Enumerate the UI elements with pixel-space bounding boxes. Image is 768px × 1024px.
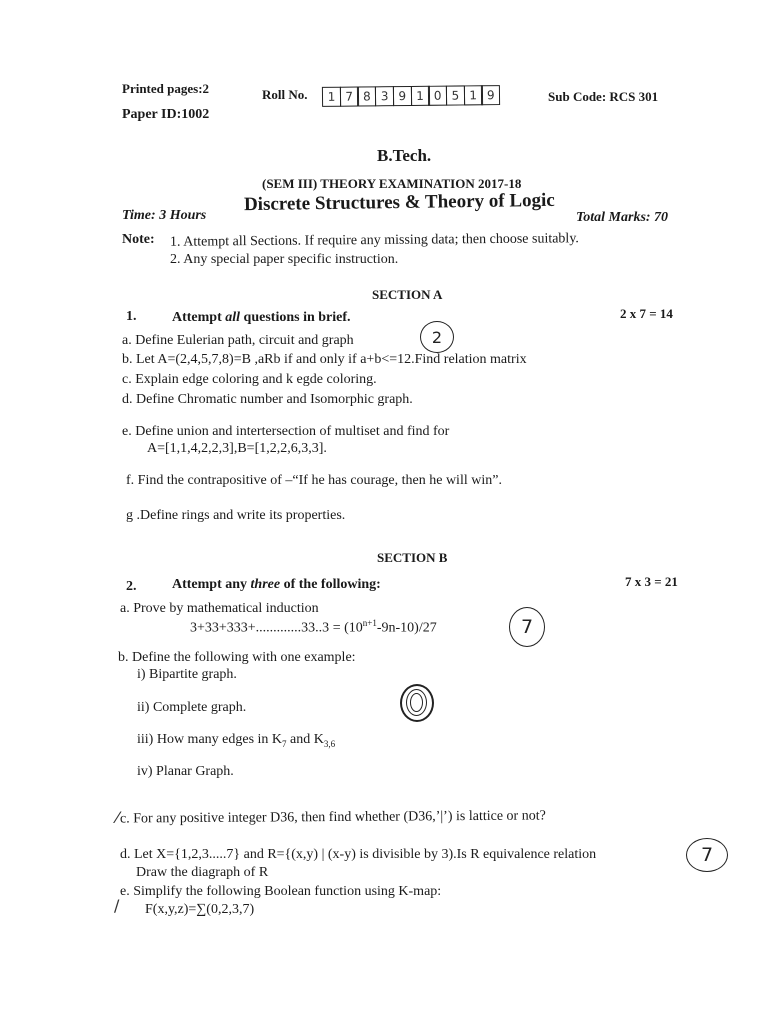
induction-rhs-pre: = (10 (332, 620, 363, 636)
question-2d-line-2: Draw the diagraph of R (136, 865, 269, 880)
question-1-instruction (172, 310, 351, 326)
roll-digit: 9 (393, 86, 412, 106)
roll-digit: 1 (464, 85, 483, 105)
question-2b-i: i) Bipartite graph. (137, 667, 237, 682)
question-1e-line-2: A=[1,1,4,2,2,3],B=[1,2,2,6,3,3]. (147, 441, 327, 456)
question-2-instruction (172, 577, 381, 593)
k36-subscript: 3,6 (323, 738, 336, 749)
induction-rhs-exponent: n+1 (362, 618, 377, 628)
section-b-marks: 7 x 3 = 21 (625, 574, 678, 589)
handwritten-circled-mark: 2 (420, 321, 454, 353)
sub-code: Sub Code: RCS 301 (548, 89, 659, 104)
question-1b: b. Let A=(2,4,5,7,8)=B ,aRb if and only if a+b<=12.Find relation matrix (122, 352, 527, 367)
question-2a-line-1: a. Prove by mathematical induction (120, 601, 319, 616)
exam-title: (SEM III) THEORY EXAMINATION 2017-18 (262, 176, 522, 191)
handwritten-strike-mark: ⁄ (116, 808, 119, 827)
question-1g: g .Define rings and write its properties. (126, 508, 346, 523)
question-2e-line-1: e. Simplify the following Boolean function using K-map: (120, 884, 442, 899)
subject-title: Discrete Structures & Theory of Logic (243, 189, 555, 216)
roll-digit: 3 (375, 86, 394, 106)
question-2-number: 2. (126, 579, 137, 594)
section-b-heading: SECTION B (377, 550, 448, 565)
handwritten-tick-mark: / (114, 896, 120, 915)
question-1d: d. Define Chromatic number and Isomorphic graph. (122, 392, 413, 407)
question-1a: a. Define Eulerian path, circuit and graph (122, 333, 354, 348)
roll-digit: 8 (357, 86, 376, 106)
instr-post: of the following: (280, 577, 381, 592)
handwritten-circled-mark: 7 (509, 607, 545, 647)
instr-pre: Attempt any (172, 577, 251, 592)
question-1f: f. Find the contrapositive of –“If he has courage, then he will win”. (126, 473, 502, 488)
instr-emphasis: three (250, 577, 281, 592)
roll-label: Roll No. (262, 87, 308, 102)
printed-pages: Printed pages:2 (122, 81, 210, 96)
question-1c: c. Explain edge coloring and k egde coloring. (122, 372, 377, 387)
note-line-1: 1. Attempt all Sections. If require any missing data; then choose suitably. (169, 231, 579, 250)
exam-time: Time: 3 Hours (122, 208, 207, 223)
question-2b-iii (137, 732, 335, 749)
question-2d-line-1: d. Let X={1,2,3.....7} and R={(x,y) | (x-y) is divisible by 3).Is R equivalence relation (120, 847, 597, 862)
handwritten-scribble-mark (400, 684, 434, 722)
handwritten-circled-mark: 7 (686, 838, 728, 872)
question-1-number: 1. (126, 309, 137, 324)
paper-id: Paper ID:1002 (122, 107, 210, 122)
question-2e-line-2: F(x,y,z)=∑(0,2,3,7) (145, 902, 255, 917)
question-2b: b. Define the following with one example: (118, 650, 356, 665)
edges-pre: iii) How many edges in K (137, 732, 283, 747)
roll-digit: 1 (322, 87, 341, 107)
roll-digit: 1 (410, 86, 429, 106)
instr-emphasis: all (225, 310, 241, 325)
total-marks: Total Marks: 70 (576, 210, 669, 225)
roll-digit: 5 (446, 85, 465, 105)
induction-lhs: 3+33+333+.............33..3 (190, 620, 330, 636)
instr-pre: Attempt (172, 310, 226, 325)
roll-digit: 0 (428, 86, 447, 106)
induction-rhs-post: -9n-10)/27 (376, 620, 437, 636)
question-2b-iv: iv) Planar Graph. (137, 764, 234, 779)
k7-subscript: 7 (282, 738, 287, 749)
question-1e-line-1: e. Define union and intertersection of multiset and find for (122, 424, 450, 439)
section-a-marks: 2 x 7 = 14 (620, 306, 673, 321)
degree-title: B.Tech. (377, 146, 432, 165)
question-2c: c. For any positive integer D36, then find whether (D36,’|’) is lattice or not? (119, 808, 546, 827)
section-a-heading: SECTION A (372, 287, 443, 302)
roll-digit: 9 (481, 85, 500, 105)
roll-digit: 7 (340, 87, 359, 107)
instr-post: questions in brief. (240, 310, 351, 325)
question-2a-line-2 (190, 618, 437, 637)
edges-mid: and K (286, 732, 324, 747)
note-label: Note: (122, 232, 155, 247)
question-2b-ii: ii) Complete graph. (137, 700, 247, 715)
note-line-2: 2. Any special paper specific instruction. (170, 252, 399, 267)
roll-number-boxes (322, 85, 499, 107)
